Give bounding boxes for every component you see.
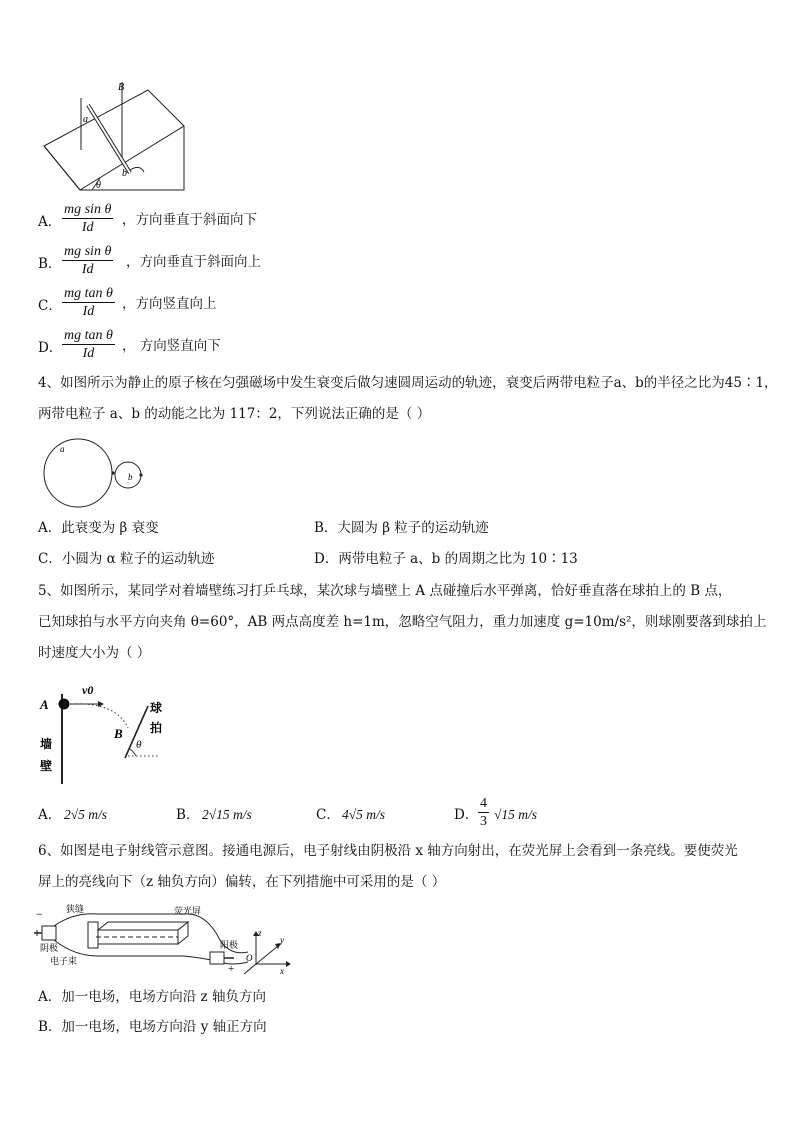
- label-B: B: [114, 726, 123, 741]
- label-anode: 阳极: [220, 941, 239, 951]
- q4-option-b[interactable]: B．大圆为 β 粒子的运动轨迹: [314, 520, 489, 536]
- q6-option-a[interactable]: A．加一电场，电场方向沿 z 轴负方向: [38, 989, 266, 1005]
- decay-circles-figure: [40, 436, 150, 510]
- label-z: z: [258, 928, 262, 938]
- label-racket: 球: [150, 701, 163, 715]
- label-A: A: [40, 697, 49, 712]
- q6-option-b[interactable]: B．加一电场，电场方向沿 y 轴正方向: [38, 1019, 267, 1035]
- label-a: a: [83, 114, 88, 125]
- q4-line1: 4、如图所示为静止的原子核在匀强磁场中发生衰变后做匀速圆周运动的轨迹，衰变后两带电粒子a、b的半径之比为45∶1，: [38, 375, 778, 391]
- electron-tube-figure: [34, 900, 296, 976]
- q4-option-a[interactable]: A．此衰变为 β 衰变: [38, 520, 159, 536]
- q5-line2: 已知球拍与水平方向夹角 θ=60°，AB 两点高度差 h=1m，忽略空气阻力，重力加速度 g=10m/s²，则球刚要落到球拍上: [38, 614, 767, 630]
- label-B: B: [118, 82, 125, 93]
- q6-line2: 屏上的亮线向下（z 轴负方向）偏转，在下列措施中可采用的是（ ）: [38, 874, 446, 890]
- q5-line3: 时速度大小为（ ）: [38, 645, 151, 661]
- label-wall-2: 壁: [40, 759, 53, 773]
- label-wall: 墙: [40, 737, 53, 751]
- label-a: a: [60, 444, 65, 454]
- q6-line1: 6、如图是电子射线管示意图。接通电源后，电子射线由阴极沿 x 轴方向射出，在荧光屏上会看到一条亮线。要使荧光: [38, 843, 738, 859]
- incline-figure: [38, 78, 188, 194]
- label-slit: 狭缝: [66, 905, 85, 915]
- label-beam: 电子束: [50, 957, 78, 967]
- label-v0: v0: [82, 683, 94, 697]
- label-cathode: 阴极: [40, 944, 59, 954]
- label-screen: 荧光屏: [174, 907, 202, 917]
- label-theta: θ: [136, 739, 142, 751]
- label-O: O: [246, 953, 253, 963]
- label-y: y: [280, 935, 284, 945]
- q4-line2: 两带电粒子 a、b 的动能之比为 117：2，下列说法正确的是（ ）: [38, 406, 431, 422]
- label-b: b: [122, 168, 127, 179]
- label-theta: θ: [96, 180, 101, 191]
- label-plus: +: [228, 963, 235, 975]
- wall-racket-figure: [36, 676, 176, 786]
- q4-option-c[interactable]: C．小圆为 α 粒子的运动轨迹: [38, 551, 215, 567]
- label-b: b: [128, 472, 133, 482]
- label-racket-2: 拍: [150, 721, 163, 735]
- label-minus: −: [36, 907, 43, 921]
- q4-option-d[interactable]: D．两带电粒子 a、b 的周期之比为 10∶13: [314, 551, 578, 567]
- label-x: x: [280, 966, 284, 976]
- q5-line1: 5、如图所示，某同学对着墙壁练习打乒乓球，某次球与墙壁上 A 点碰撞后水平弹离，恰好垂直落在球拍上的 B 点，: [38, 583, 732, 599]
